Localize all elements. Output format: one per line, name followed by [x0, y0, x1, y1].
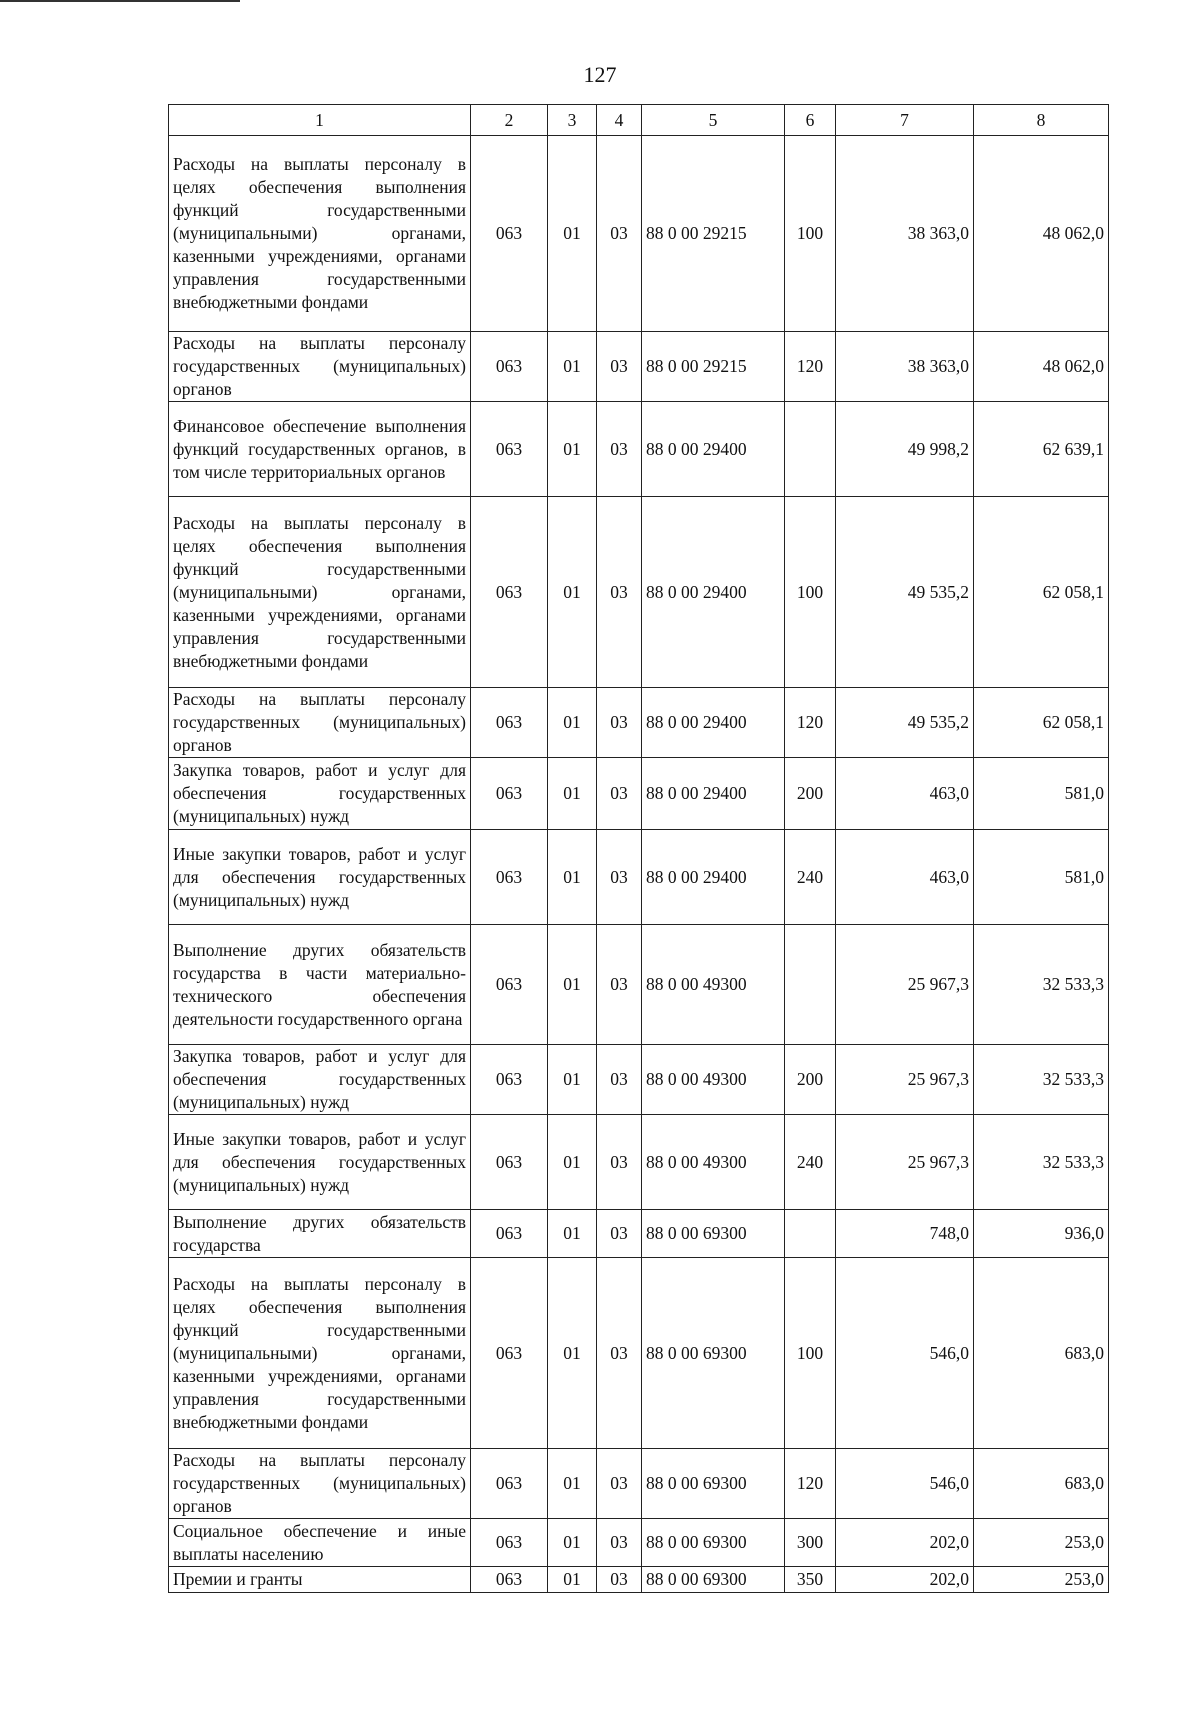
- cell-subsection: 03: [597, 925, 642, 1045]
- cell-ministry-code: 063: [471, 136, 548, 332]
- cell-expense-type: 350: [785, 1567, 836, 1593]
- cell-expense-type: 120: [785, 688, 836, 758]
- cell-expense-type: 100: [785, 497, 836, 688]
- cell-amount-col7: 202,0: [836, 1519, 974, 1567]
- cell-amount-col8: 48 062,0: [974, 332, 1109, 402]
- cell-subsection: 03: [597, 1258, 642, 1449]
- cell-amount-col8: 32 533,3: [974, 1115, 1109, 1210]
- cell-description: Выполнение других обязательств государства: [169, 1210, 471, 1258]
- cell-amount-col7: 49 535,2: [836, 497, 974, 688]
- cell-ministry-code: 063: [471, 830, 548, 925]
- cell-amount-col7: 49 998,2: [836, 402, 974, 497]
- cell-section: 01: [548, 688, 597, 758]
- header-col-8: 8: [974, 105, 1109, 136]
- cell-subsection: 03: [597, 1115, 642, 1210]
- cell-ministry-code: 063: [471, 1449, 548, 1519]
- cell-ministry-code: 063: [471, 1115, 548, 1210]
- cell-amount-col8: 48 062,0: [974, 136, 1109, 332]
- table-row: [169, 1449, 1109, 1519]
- cell-expense-type: 200: [785, 1045, 836, 1115]
- cell-section: 01: [548, 497, 597, 688]
- cell-description: Социальное обеспечение и иные выплаты населению: [169, 1519, 471, 1567]
- cell-amount-col8: 683,0: [974, 1449, 1109, 1519]
- table-row: [169, 1115, 1109, 1210]
- cell-amount-col8: 253,0: [974, 1567, 1109, 1593]
- cell-expense-type: 240: [785, 1115, 836, 1210]
- cell-target-article: 88 0 00 29400: [642, 688, 785, 758]
- cell-target-article: 88 0 00 29400: [642, 758, 785, 830]
- cell-section: 01: [548, 925, 597, 1045]
- cell-ministry-code: 063: [471, 1258, 548, 1449]
- cell-amount-col7: 202,0: [836, 1567, 974, 1593]
- cell-ministry-code: 063: [471, 497, 548, 688]
- header-col-7: 7: [836, 105, 974, 136]
- cell-amount-col8: 936,0: [974, 1210, 1109, 1258]
- cell-amount-col7: 25 967,3: [836, 925, 974, 1045]
- cell-description: Расходы на выплаты персоналу в целях обеспечения выполнения функций государственными (муниципальными) органами, казенными учреждениями, органами управления государственными внебюджетными фондами: [169, 136, 471, 332]
- cell-ministry-code: 063: [471, 925, 548, 1045]
- table-row: [169, 497, 1109, 688]
- table-row: [169, 332, 1109, 402]
- table-row: [169, 758, 1109, 830]
- cell-target-article: 88 0 00 49300: [642, 1045, 785, 1115]
- cell-ministry-code: 063: [471, 332, 548, 402]
- cell-ministry-code: 063: [471, 688, 548, 758]
- cell-section: 01: [548, 402, 597, 497]
- header-row: [169, 105, 1109, 136]
- cell-target-article: 88 0 00 29215: [642, 332, 785, 402]
- cell-subsection: 03: [597, 830, 642, 925]
- cell-ministry-code: 063: [471, 1567, 548, 1593]
- page-number: 127: [583, 62, 617, 87]
- scan-edge-line: [0, 0, 240, 2]
- table-row: [169, 136, 1109, 332]
- cell-section: 01: [548, 1449, 597, 1519]
- cell-description: Иные закупки товаров, работ и услуг для обеспечения государственных (муниципальных) нужд: [169, 1115, 471, 1210]
- cell-section: 01: [548, 1567, 597, 1593]
- cell-expense-type: 120: [785, 332, 836, 402]
- table-row: [169, 1210, 1109, 1258]
- cell-description: Премии и гранты: [169, 1567, 471, 1593]
- table-row: [169, 925, 1109, 1045]
- cell-amount-col8: 253,0: [974, 1519, 1109, 1567]
- cell-amount-col8: 62 639,1: [974, 402, 1109, 497]
- header-col-5: 5: [642, 105, 785, 136]
- table-row: [169, 1045, 1109, 1115]
- cell-section: 01: [548, 1519, 597, 1567]
- cell-subsection: 03: [597, 1045, 642, 1115]
- cell-subsection: 03: [597, 758, 642, 830]
- table-row: [169, 1258, 1109, 1449]
- cell-ministry-code: 063: [471, 1210, 548, 1258]
- cell-section: 01: [548, 830, 597, 925]
- cell-amount-col8: 32 533,3: [974, 1045, 1109, 1115]
- header-col-6: 6: [785, 105, 836, 136]
- cell-subsection: 03: [597, 1567, 642, 1593]
- header-col-3: 3: [548, 105, 597, 136]
- cell-expense-type: 200: [785, 758, 836, 830]
- cell-amount-col7: 25 967,3: [836, 1045, 974, 1115]
- cell-target-article: 88 0 00 69300: [642, 1519, 785, 1567]
- header-col-1: 1: [169, 105, 471, 136]
- cell-amount-col7: 25 967,3: [836, 1115, 974, 1210]
- cell-subsection: 03: [597, 688, 642, 758]
- cell-description: Иные закупки товаров, работ и услуг для обеспечения государственных (муниципальных) нужд: [169, 830, 471, 925]
- cell-amount-col8: 683,0: [974, 1258, 1109, 1449]
- table-row: [169, 830, 1109, 925]
- cell-expense-type: 240: [785, 830, 836, 925]
- cell-subsection: 03: [597, 1449, 642, 1519]
- cell-description: Выполнение других обязательств государства в части материально-технического обеспечения деятельности государственного органа: [169, 925, 471, 1045]
- cell-description: Расходы на выплаты персоналу в целях обеспечения выполнения функций государственными (муниципальными) органами, казенными учреждениями, органами управления государственными внебюджетными фондами: [169, 1258, 471, 1449]
- cell-section: 01: [548, 1115, 597, 1210]
- cell-target-article: 88 0 00 29215: [642, 136, 785, 332]
- cell-subsection: 03: [597, 332, 642, 402]
- table-body: [169, 136, 1109, 1593]
- cell-section: 01: [548, 1210, 597, 1258]
- cell-target-article: 88 0 00 49300: [642, 925, 785, 1045]
- cell-target-article: 88 0 00 69300: [642, 1567, 785, 1593]
- cell-section: 01: [548, 136, 597, 332]
- cell-expense-type: [785, 402, 836, 497]
- cell-amount-col8: 62 058,1: [974, 688, 1109, 758]
- table-row: [169, 1519, 1109, 1567]
- cell-subsection: 03: [597, 136, 642, 332]
- budget-table: [168, 104, 1109, 1593]
- cell-subsection: 03: [597, 1210, 642, 1258]
- cell-amount-col7: 546,0: [836, 1449, 974, 1519]
- cell-ministry-code: 063: [471, 1519, 548, 1567]
- cell-description: Расходы на выплаты персоналу в целях обеспечения выполнения функций государственными (муниципальными) органами, казенными учреждениями, органами управления государственными внебюджетными фондами: [169, 497, 471, 688]
- cell-target-article: 88 0 00 29400: [642, 830, 785, 925]
- table-row: [169, 402, 1109, 497]
- header-col-4: 4: [597, 105, 642, 136]
- cell-description: Расходы на выплаты персоналу государственных (муниципальных) органов: [169, 1449, 471, 1519]
- cell-target-article: 88 0 00 69300: [642, 1258, 785, 1449]
- cell-expense-type: 120: [785, 1449, 836, 1519]
- cell-expense-type: 100: [785, 1258, 836, 1449]
- cell-amount-col7: 49 535,2: [836, 688, 974, 758]
- cell-description: Финансовое обеспечение выполнения функций государственных органов, в том числе территориальных органов: [169, 402, 471, 497]
- cell-expense-type: [785, 1210, 836, 1258]
- cell-target-article: 88 0 00 29400: [642, 402, 785, 497]
- cell-amount-col8: 581,0: [974, 758, 1109, 830]
- cell-target-article: 88 0 00 29400: [642, 497, 785, 688]
- cell-amount-col7: 546,0: [836, 1258, 974, 1449]
- cell-target-article: 88 0 00 49300: [642, 1115, 785, 1210]
- cell-amount-col8: 32 533,3: [974, 925, 1109, 1045]
- cell-expense-type: 300: [785, 1519, 836, 1567]
- cell-expense-type: [785, 925, 836, 1045]
- cell-description: Закупка товаров, работ и услуг для обеспечения государственных (муниципальных) нужд: [169, 758, 471, 830]
- cell-amount-col7: 463,0: [836, 758, 974, 830]
- cell-subsection: 03: [597, 402, 642, 497]
- cell-ministry-code: 063: [471, 402, 548, 497]
- cell-section: 01: [548, 1045, 597, 1115]
- cell-subsection: 03: [597, 1519, 642, 1567]
- cell-amount-col7: 38 363,0: [836, 136, 974, 332]
- table-row: [169, 1567, 1109, 1593]
- cell-amount-col8: 581,0: [974, 830, 1109, 925]
- cell-description: Расходы на выплаты персоналу государственных (муниципальных) органов: [169, 688, 471, 758]
- cell-ministry-code: 063: [471, 758, 548, 830]
- cell-section: 01: [548, 332, 597, 402]
- cell-expense-type: 100: [785, 136, 836, 332]
- header-col-2: 2: [471, 105, 548, 136]
- cell-description: Закупка товаров, работ и услуг для обеспечения государственных (муниципальных) нужд: [169, 1045, 471, 1115]
- cell-ministry-code: 063: [471, 1045, 548, 1115]
- cell-target-article: 88 0 00 69300: [642, 1449, 785, 1519]
- cell-section: 01: [548, 758, 597, 830]
- cell-description: Расходы на выплаты персоналу государственных (муниципальных) органов: [169, 332, 471, 402]
- table-row: [169, 688, 1109, 758]
- cell-amount-col8: 62 058,1: [974, 497, 1109, 688]
- cell-amount-col7: 38 363,0: [836, 332, 974, 402]
- cell-subsection: 03: [597, 497, 642, 688]
- cell-amount-col7: 463,0: [836, 830, 974, 925]
- cell-amount-col7: 748,0: [836, 1210, 974, 1258]
- cell-section: 01: [548, 1258, 597, 1449]
- cell-target-article: 88 0 00 69300: [642, 1210, 785, 1258]
